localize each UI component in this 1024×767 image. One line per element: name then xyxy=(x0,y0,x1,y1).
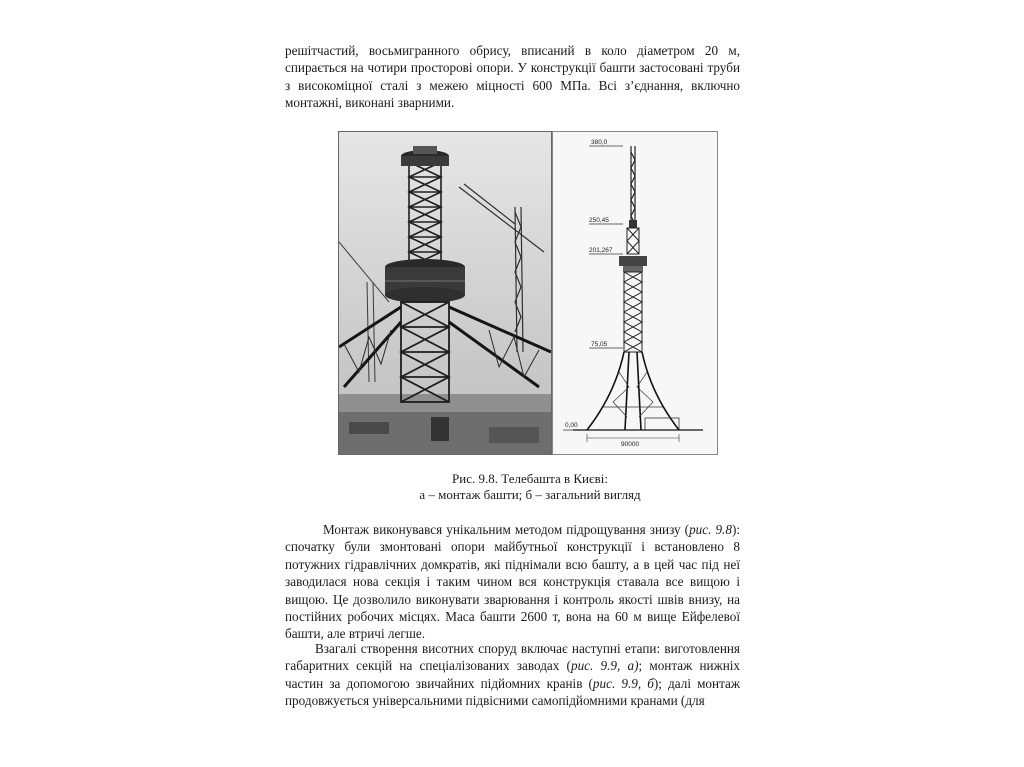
paragraph-middle xyxy=(285,521,740,643)
figure-reference-9-9a: рис. 9.9, а) xyxy=(570,658,639,674)
paragraph-middle-text-2: ): спочатку були змонтовані опори майбутньої конструкції і встановлено 8 потужних гідравлічних домкратів, які піднімали всю башту, а в цей час під неї заводилася нова секція і таким чином вся конструкція ставала все вищою і вищою. Це дозволило виконувати зварювання і контроль якості швів внизу, на постійних робочих місцях. Маса башти 2600 т, вона на 60 м вище Ейфелевої башти, але втричі легше. xyxy=(285,522,740,642)
base-dimension-label: 90000 xyxy=(621,441,640,448)
paragraph-lower-text-2: ; монтаж нижніх частин за допомогою звичайних підйомних кранів ( xyxy=(285,658,741,691)
elevation-label-cabin: 201,267 xyxy=(589,247,613,254)
elevation-label-top: 380,0 xyxy=(591,139,608,146)
tower-construction-photo xyxy=(338,131,552,455)
paragraph-top-text: решітчастий, восьмигранного обрису, вписаний в коло діаметром 20 м, спирається на чотири просторові опори. У конструкції башти застосовані труби з високоміцної сталі з межею міцності 600 МПа. Всі з’єднання, включно монтажні, виконані зварними. xyxy=(285,43,740,111)
elevation-label-ground: 0,00 xyxy=(565,422,578,429)
figure-caption-title: Рис. 9.8. Телебашта в Києві: xyxy=(452,471,608,486)
figure-reference-9-9b: рис. 9.9, б xyxy=(592,675,654,691)
figure-caption-subtitle: а – монтаж башти; б – загальний вигляд xyxy=(419,487,641,502)
paragraph-middle-text-1: Монтаж виконувався унікальним методом підрощування знизу ( xyxy=(323,522,690,537)
elevation-label-lower: 75,05 xyxy=(591,341,608,348)
paragraph-top xyxy=(285,42,740,112)
elevation-label-upper: 250,45 xyxy=(589,217,609,224)
figure-reference-9-8: рис. 9.8 xyxy=(689,522,732,537)
tower-construction-illustration xyxy=(339,132,551,454)
paragraph-lower xyxy=(285,640,740,710)
tower-elevation-illustration xyxy=(553,132,717,454)
tower-elevation-drawing xyxy=(552,131,718,455)
paragraph-lower-text-1: Взагалі створення висотних споруд включає наступні етапи: виготовлення габаритних секцій на спеціалізованих заводах ( xyxy=(285,641,740,674)
paragraph-lower-text-3: ); далі монтаж продовжується універсальними підвісними самопідйомними кранами (для xyxy=(285,675,740,709)
